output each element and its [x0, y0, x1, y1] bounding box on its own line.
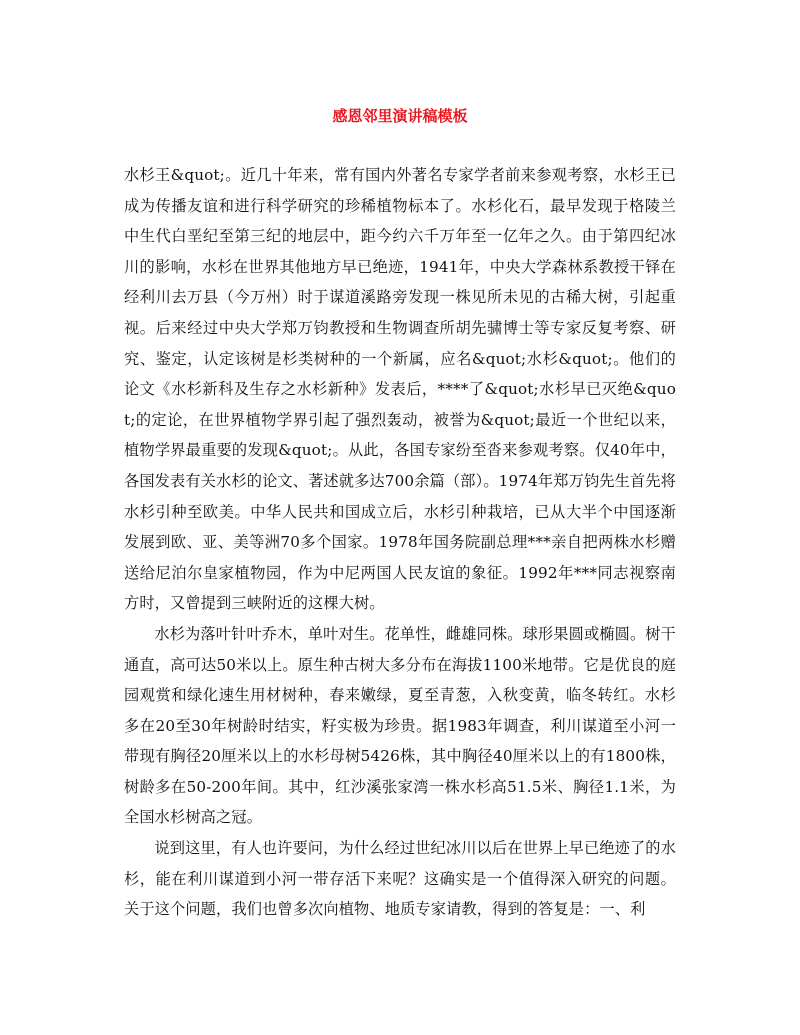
document-body	[124, 160, 676, 925]
paragraph-3: 说到这里，有人也许要问，为什么经过世纪冰川以后在世界上早已绝迹了的水杉，能在利川谋道到小河一带存活下来呢？这确实是一个值得深入研究的问题。关于这个问题，我们也曾多次向植物、地质专家请教，得到的答复是：一、利	[124, 839, 676, 919]
paragraph-1: 水杉王&quot;。近几十年来，常有国内外著名专家学者前来参观考察，水杉王已成为传播友谊和进行科学研究的珍稀植物标本了。水杉化石，最早发现于格陵兰中生代白垩纪至第三纪的地层中，距今约六千万年至一亿年之久。由于第四纪冰川的影响，水杉在世界其他地方早已绝迹，1941年，中央大学森林系教授干铎在经利川去万县（今万州）时于谋道溪路旁发现一株见所未见的古稀大树，引起重视。后来经过中央大学郑万钧教授和生物调查所胡先骕博士等专家反复考察、研究、鉴定，认定该树是杉类树种的一个新属，应名&quot;水杉&quot;。他们的论文《水杉新科及生存之水杉新种》发表后，****了&quot;水杉早已灭绝&quot;的定论，在世界植物学界引起了强烈轰动，被誉为&quot;最近一个世纪以来，植物学界最重要的发现&quot;。从此，各国专家纷至沓来参观考察。仅40年中，各国发表有关水杉的论文、著述就多达700余篇（部）。1974年郑万钧先生首先将水杉引种至欧美。中华人民共和国成立后，水杉引种栽培，已从大半个中国逐渐发展到欧、亚、美等洲70多个国家。1978年国务院副总理***亲自把两株水杉赠送给尼泊尔皇家植物园，作为中尼两国人民友谊的象征。1992年***同志视察南方时，又曾提到三峡附近的这棵大树。	[124, 166, 676, 613]
document-title: 感恩邻里演讲稿模板	[332, 107, 468, 125]
paragraph-2: 水杉为落叶针叶乔木，单叶对生。花单性，雌雄同株。球形果圆或椭圆。树干通直，高可达50米以上。原生种古树大多分布在海拔1100米地带。它是优良的庭园观赏和绿化速生用材树种，春来嫩绿，夏至青葱，入秋变黄，临冬转红。水杉多在20至30年树龄时结实，籽实极为珍贵。据1983年调查，利川谋道至小河一带现有胸径20厘米以上的水杉母树5426株，其中胸径40厘米以上的有1800株，树龄多在50-200年间。其中，红沙溪张家湾一株水杉高51.5米、胸径1.1米，为全国水杉树高之冠。	[124, 624, 676, 827]
